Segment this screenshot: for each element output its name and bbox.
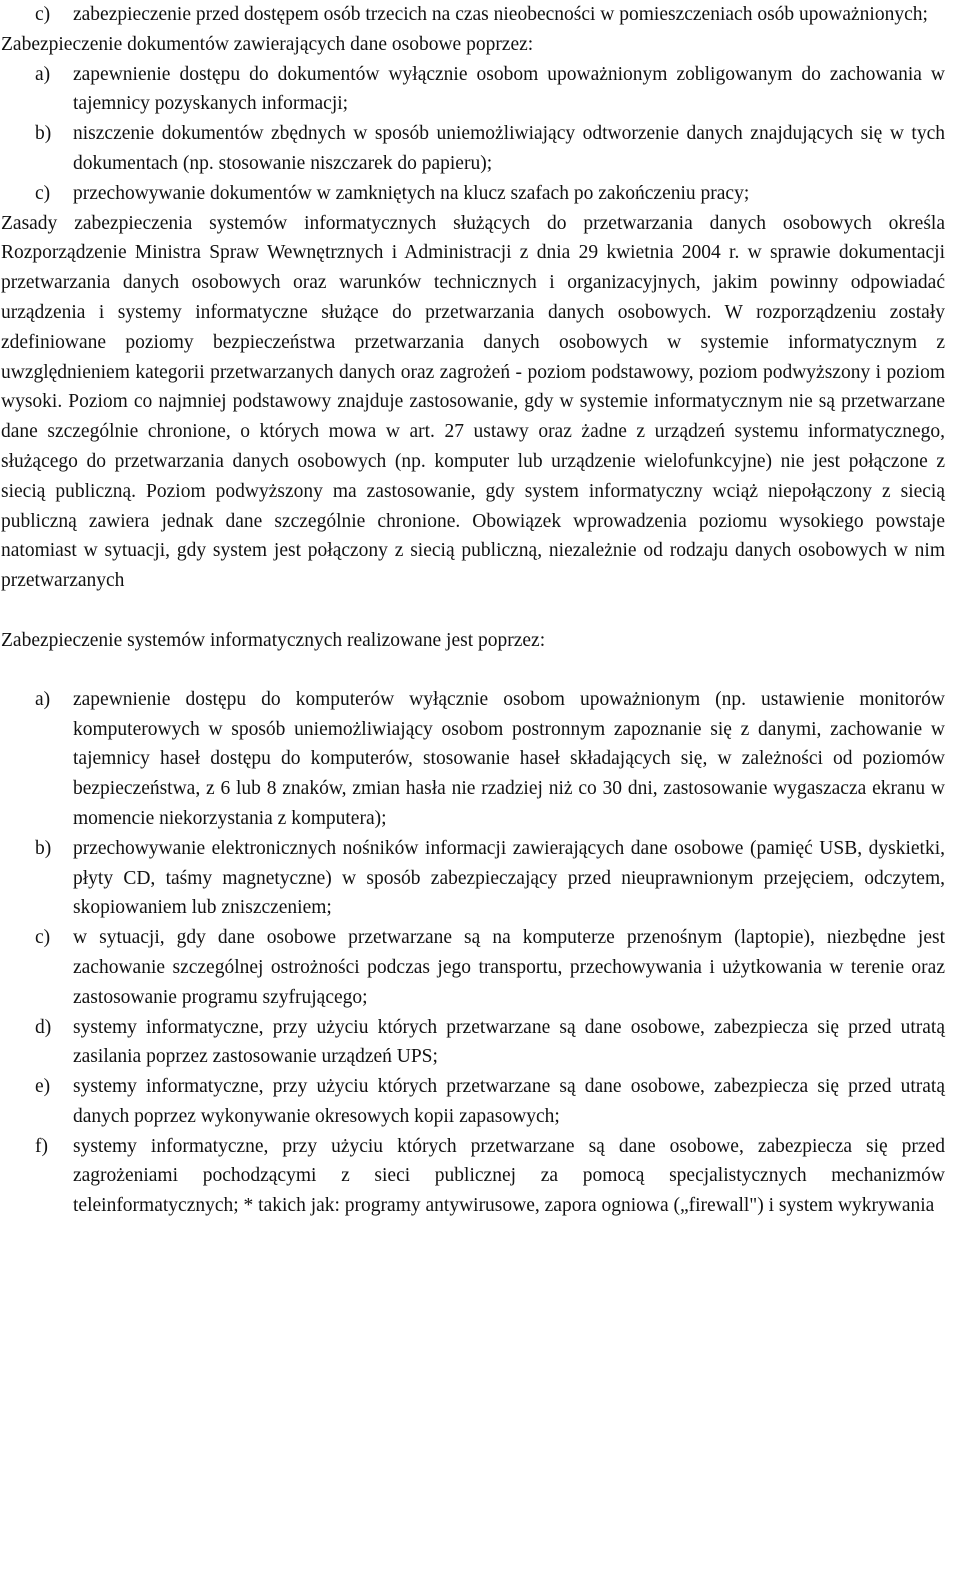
list-item bbox=[1, 0, 945, 30]
list-item-text: przechowywanie dokumentów w zamkniętych na klucz szafach po zakończeniu pracy; bbox=[73, 182, 750, 204]
paragraph-spacer bbox=[1, 656, 945, 685]
list-item-text: zabezpieczenie przed dostępem osób trzecich na czas nieobecności w pomieszczeniach osób upoważnionych; bbox=[73, 4, 928, 25]
list-item-text: systemy informatyczne, przy użyciu których przetwarzane są dane osobowe, zabezpiecza się przed zagrożeniami pochodzącymi z sieci publicznej za pomocą specjalistycznych mechanizmów teleinformatycznych; * takich jak: programy antywirusowe, zapora ogniowa („firewall") i system wykrywania bbox=[73, 1135, 945, 1217]
list-item bbox=[1, 1072, 945, 1132]
list-item-text: niszczenie dokumentów zbędnych w sposób uniemożliwiający odtworzenie danych znajdujących się w tych dokumentach (np. stosowanie niszczarek do papieru); bbox=[73, 123, 945, 174]
list-systems bbox=[1, 685, 945, 1221]
list-access bbox=[1, 0, 945, 30]
paragraph-spacer bbox=[1, 596, 945, 626]
list-documents bbox=[1, 60, 945, 209]
list-marker: a) bbox=[35, 63, 51, 85]
list-marker: a) bbox=[35, 688, 51, 710]
paragraph-systems-intro: Zabezpieczenie systemów informatycznych realizowane jest poprzez: bbox=[1, 629, 546, 651]
list-item bbox=[1, 923, 945, 1012]
document-page bbox=[1, 0, 945, 1221]
list-item-text: systemy informatyczne, przy użyciu których przetwarzane są dane osobowe, zabezpiecza się przed utratą zasilania poprzez zastosowanie urządzeń UPS; bbox=[73, 1016, 945, 1068]
list-marker: c) bbox=[35, 4, 51, 25]
list-item bbox=[1, 119, 945, 179]
list-marker: c) bbox=[35, 927, 51, 949]
paragraph-documents-intro: Zabezpieczenie dokumentów zawierających dane osobowe poprzez: bbox=[1, 33, 534, 55]
list-marker: e) bbox=[35, 1076, 51, 1098]
list-item-text: systemy informatyczne, przy użyciu których przetwarzane są dane osobowe, zabezpiecza się przed utratą danych poprzez wykonywanie okresowych kopii zapasowych; bbox=[73, 1076, 945, 1127]
list-item bbox=[1, 685, 945, 834]
list-item-text: przechowywanie elektronicznych nośników informacji zawierających dane osobowe (pamięć USB, dyskietki, płyty CD, taśmy magnetyczne) w sposób zabezpieczający przed nieuprawnionym przejęciem, odczytem, skopiowaniem lub zniszczeniem; bbox=[73, 837, 945, 919]
list-marker: b) bbox=[35, 837, 52, 859]
list-item bbox=[1, 179, 945, 209]
list-item-text: zapewnienie dostępu do dokumentów wyłącznie osobom upoważnionym zobligowanym do zachowania w tajemnicy pozyskanych informacji; bbox=[73, 63, 945, 115]
list-item-text: zapewnienie dostępu do komputerów wyłącznie osobom upoważnionym (np. ustawienie monitorów komputerowych w sposób uniemożliwiający osobom postronnym zapoznanie się z danymi, zachowanie w tajemnicy haseł dostępu do komputerów, stosowanie haseł składających się, w zależności od poziomów bezpieczeństwa, z 6 lub 8 znaków, zmian hasła nie rzadziej niż co 30 dni, zastosowanie wygaszacza ekranu w momencie niekorzystania z komputera); bbox=[73, 688, 945, 829]
list-item bbox=[1, 834, 945, 923]
list-item-text: w sytuacji, gdy dane osobowe przetwarzane są na komputerze przenośnym (laptopie), niezbędne jest zachowanie szczególnej ostrożności podczas jego transportu, przechowywania i użytkowania w terenie oraz zastosowanie programu szyfrującego; bbox=[73, 927, 945, 1008]
list-item bbox=[1, 60, 945, 120]
list-marker: c) bbox=[35, 182, 51, 204]
list-marker: b) bbox=[35, 123, 52, 145]
paragraph-regulation: Zasady zabezpieczenia systemów informatycznych służących do przetwarzania danych osobowych określa Rozporządzenie Ministra Spraw Wewnętrznych i Administracji z dnia 29 kwietnia 2004 r. w sprawie dokumentacji przetwarzania danych osobowych oraz warunków technicznych i organizacyjnych, jakim powinny odpowiadać urządzenia i systemy informatyczne służące do przetwarzania danych osobowych. W rozporządzeniu zostały zdefiniowane poziomy bezpieczeństwa przetwarzania danych osobowych w systemie informatycznym z uwzględnieniem kategorii przetwarzanych danych oraz zagrożeń - poziom podstawowy, poziom podwyższony i poziom wysoki. Poziom co najmniej podstawowy znajduje zastosowanie, gdy w systemie informatycznym nie są przetwarzane dane szczególnie chronione, o których mowa w art. 27 ustawy oraz żadne z urządzeń systemu informatycznego, służącego do przetwarzania danych osobowych (np. komputer lub urządzenie wielofunkcyjne) nie jest połączone z siecią publiczną. Poziom podwyższony ma zastosowanie, gdy system informatyczny wciąż niepołączony z siecią publiczną zawiera jednak dane szczególnie chronione. Obowiązek wprowadzenia poziomu wysokiego powstaje natomiast w sytuacji, gdy system jest połączony z siecią publiczną, niezależnie od rodzaju danych osobowych w nim przetwarzanych bbox=[1, 212, 945, 592]
list-item bbox=[1, 1013, 945, 1073]
list-marker: d) bbox=[35, 1016, 52, 1038]
list-marker: f) bbox=[35, 1135, 48, 1157]
list-item bbox=[1, 1132, 945, 1221]
